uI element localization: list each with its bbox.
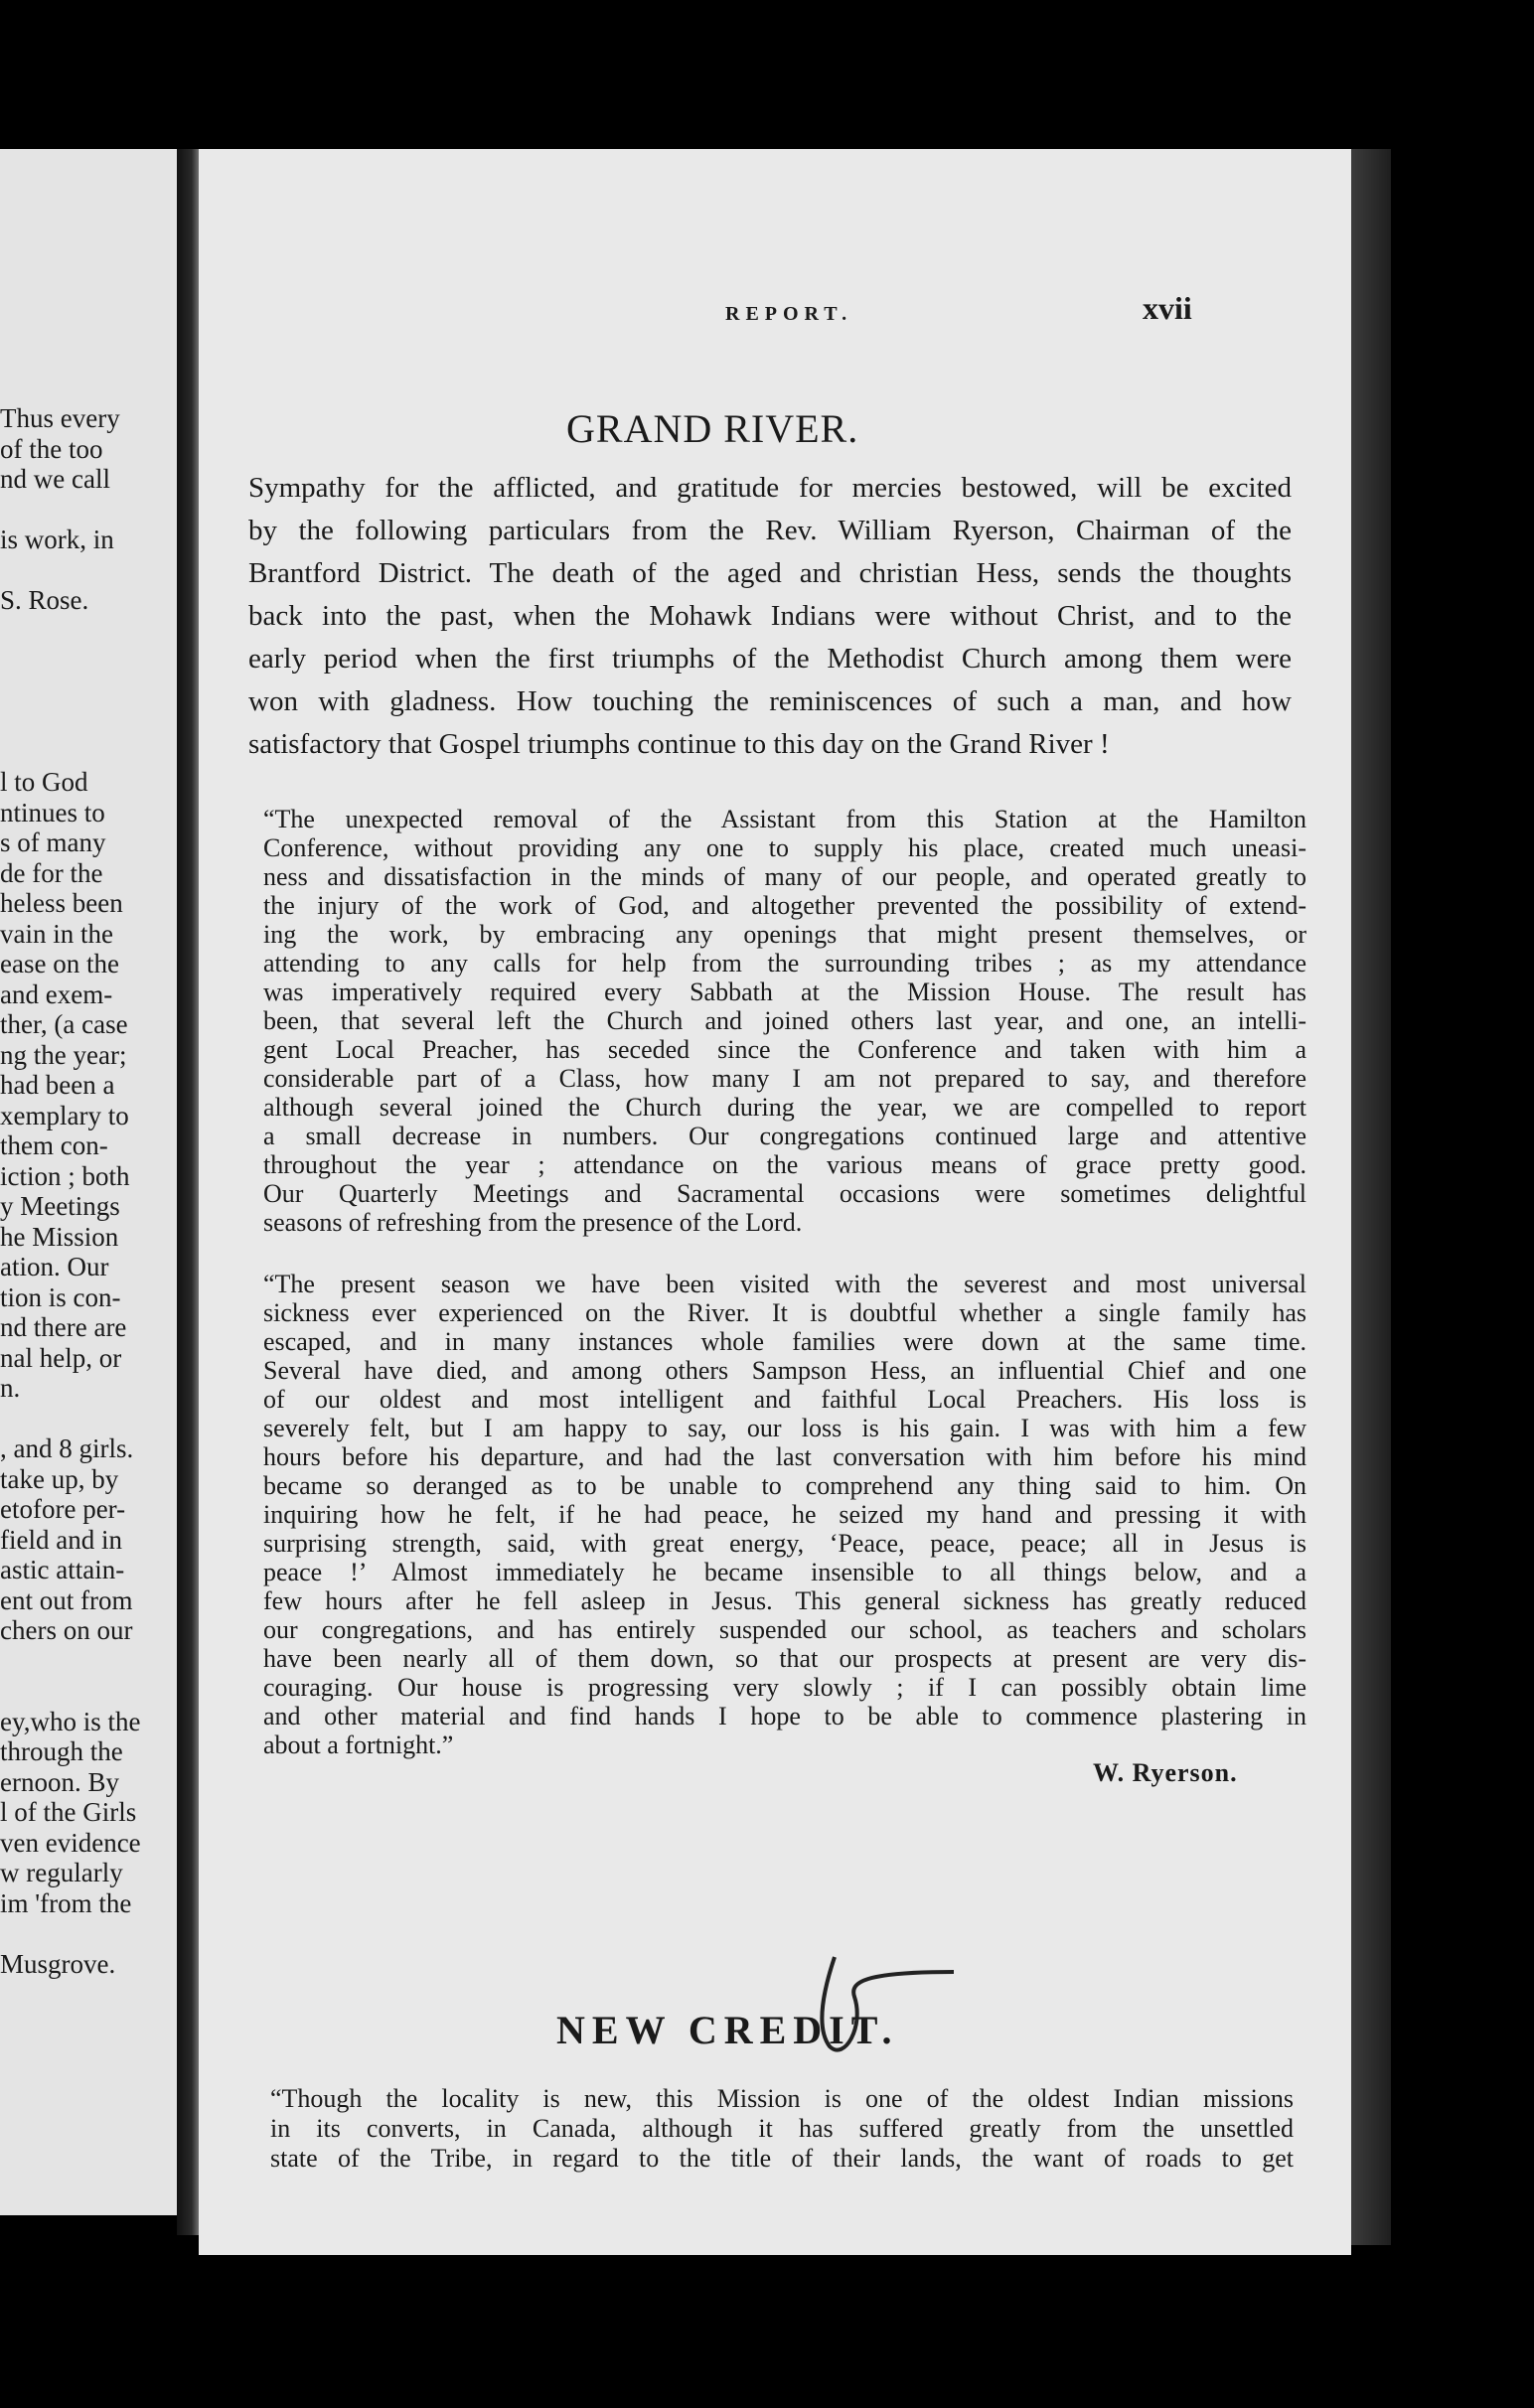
book-page xyxy=(199,149,1351,2255)
text-line: few hours after he fell asleep in Jesus. This general sickness has greatly reduced xyxy=(263,1586,1306,1615)
text-line: early period when the first triumphs of the Methodist Church among them were xyxy=(248,643,1292,675)
left-page-line: he Mission xyxy=(0,1221,119,1252)
left-page-line: nd we call xyxy=(0,464,110,494)
quote-paragraph-1 xyxy=(263,805,1306,1237)
text-line: “Though the locality is new, this Mission is one of the oldest Indian missions xyxy=(270,2084,1294,2113)
left-page-line: ther, (a case xyxy=(0,1009,128,1039)
text-line: ing the work, by embracing any openings that might present themselves, or xyxy=(263,920,1306,949)
text-line: escaped, and in many instances whole families were down at the same time. xyxy=(263,1327,1306,1356)
left-page-line: nal help, or xyxy=(0,1342,122,1373)
left-page-line: im 'from the xyxy=(0,1887,132,1918)
left-page-line: ey,who is the xyxy=(0,1706,141,1736)
left-page-line: , and 8 girls. xyxy=(0,1433,134,1463)
left-page-line: etofore per- xyxy=(0,1494,126,1524)
text-line: the injury of the work of God, and altogether prevented the possibility of extend- xyxy=(263,891,1306,920)
text-line: throughout the year ; attendance on the various means of grace pretty good. xyxy=(263,1150,1306,1179)
signature: W. Ryerson. xyxy=(1093,1758,1238,1787)
left-page-line: y Meetings xyxy=(0,1191,120,1221)
previous-page-fragment xyxy=(0,149,179,2215)
section-title-grand-river: GRAND RIVER. xyxy=(566,406,859,451)
text-line: Sympathy for the afflicted, and gratitude for mercies bestowed, will be excited xyxy=(248,472,1292,504)
left-page-line: vain in the xyxy=(0,918,113,949)
left-page-line: ng the year; xyxy=(0,1039,127,1070)
text-line: have been nearly all of them down, so that our prospects at present are very dis- xyxy=(263,1644,1306,1673)
text-line: and other material and find hands I hope to be able to commence plastering in xyxy=(263,1702,1306,1731)
left-page-line: ease on the xyxy=(0,949,119,978)
text-line: considerable part of a Class, how many I am not prepared to say, and therefore xyxy=(263,1064,1306,1093)
text-line: Our Quarterly Meetings and Sacramental occasions were sometimes delightful xyxy=(263,1179,1306,1208)
text-line: been, that several left the Church and joined others last year, and one, an intelli- xyxy=(263,1006,1306,1035)
left-page-line: of the too xyxy=(0,433,103,464)
text-line: became so deranged as to be unable to comprehend any thing said to him. On xyxy=(263,1471,1306,1500)
left-page-line: field and in xyxy=(0,1524,122,1555)
left-page-line: S. Rose. xyxy=(0,585,89,615)
text-line: although several joined the Church during the year, we are compelled to report xyxy=(263,1093,1306,1122)
running-head: REPORT. xyxy=(725,303,853,325)
text-line: Several have died, and among others Sampson Hess, an influential Chief and one xyxy=(263,1356,1306,1385)
text-line: couraging. Our house is progressing very slowly ; if I can possibly obtain lime xyxy=(263,1673,1306,1702)
left-page-line: heless been xyxy=(0,888,123,918)
text-line: peace !’ Almost immediately he became insensible to all things below, and a xyxy=(263,1558,1306,1586)
left-page-line: Thus every xyxy=(0,403,120,433)
text-line: our congregations, and has entirely suspended our school, as teachers and scholars xyxy=(263,1615,1306,1644)
left-page-line: through the xyxy=(0,1736,123,1766)
text-line: of our oldest and most intelligent and faithful Local Preachers. His loss is xyxy=(263,1385,1306,1414)
text-line: “The present season we have been visited with the severest and most universal xyxy=(263,1270,1306,1298)
text-line: seasons of refreshing from the presence of the Lord. xyxy=(263,1208,803,1237)
left-page-line: n. xyxy=(0,1373,21,1403)
text-line: Brantford District. The death of the aged and christian Hess, sends the thoughts xyxy=(248,557,1292,589)
left-page-line: l to God xyxy=(0,767,88,797)
quote-paragraph-2 xyxy=(263,1270,1306,1759)
left-page-line: nd there are xyxy=(0,1312,127,1342)
section-title-new-credit: NEW CREDIT. xyxy=(556,2008,899,2052)
left-page-line: and exem- xyxy=(0,978,113,1009)
left-page-line: take up, by xyxy=(0,1463,119,1494)
left-page-line: ernoon. By xyxy=(0,1766,119,1797)
left-page-line: had been a xyxy=(0,1070,115,1100)
text-line: about a fortnight.” xyxy=(263,1731,454,1759)
left-page-line: w regularly xyxy=(0,1858,123,1887)
text-line: was imperatively required every Sabbath at the Mission House. The result has xyxy=(263,978,1306,1006)
new-credit-paragraph xyxy=(270,2084,1294,2174)
text-line: sickness ever experienced on the River. It is doubtful whether a single family has xyxy=(263,1298,1306,1327)
left-page-line: is work, in xyxy=(0,525,114,554)
left-page-line: s of many xyxy=(0,828,106,857)
text-line: satisfactory that Gospel triumphs continue to this day on the Grand River ! xyxy=(248,728,1110,760)
text-line: hours before his departure, and had the last conversation with him before his mind xyxy=(263,1442,1306,1471)
text-line: gent Local Preacher, has seceded since the Conference and taken with him a xyxy=(263,1035,1306,1064)
left-page-line: ent out from xyxy=(0,1584,133,1615)
left-page-line: chers on our xyxy=(0,1615,133,1645)
text-line: back into the past, when the Mohawk Indians were without Christ, and to the xyxy=(248,600,1292,632)
text-line: “The unexpected removal of the Assistant from this Station at the Hamilton xyxy=(263,805,1306,833)
text-line: state of the Tribe, in regard to the title of their lands, the want of roads to get xyxy=(270,2144,1294,2173)
left-page-line: iction ; both xyxy=(0,1160,130,1191)
intro-paragraph xyxy=(248,467,1292,766)
left-page-line: astic attain- xyxy=(0,1555,125,1584)
text-line: a small decrease in numbers. Our congregations continued large and attentive xyxy=(263,1122,1306,1150)
text-line: won with gladness. How touching the reminiscences of such a man, and how xyxy=(248,685,1292,717)
left-page-line: ven evidence xyxy=(0,1827,141,1858)
left-page-line: tion is con- xyxy=(0,1281,121,1312)
text-line: in its converts, in Canada, although it has suffered greatly from the unsettled xyxy=(270,2114,1294,2143)
text-line: severely felt, but I am happy to say, our loss is his gain. I was with him a few xyxy=(263,1414,1306,1442)
left-page-line: l of the Girls xyxy=(0,1797,137,1827)
text-line: Conference, without providing any one to supply his place, created much uneasi- xyxy=(263,833,1306,862)
left-page-line: de for the xyxy=(0,857,103,888)
left-page-line: ntinues to xyxy=(0,797,105,828)
text-line: attending to any calls for help from the surrounding tribes ; as my attendance xyxy=(263,949,1306,978)
left-page-line: Musgrove. xyxy=(0,1948,116,1979)
left-page-line: xemplary to xyxy=(0,1100,129,1130)
left-page-line: them con- xyxy=(0,1130,108,1160)
text-line: inquiring how he felt, if he had peace, he seized my hand and pressing it with xyxy=(263,1500,1306,1529)
text-line: surprising strength, said, with great energy, ‘Peace, peace, peace; all in Jesus is xyxy=(263,1529,1306,1558)
left-page-line: ation. Our xyxy=(0,1252,109,1281)
page-edge xyxy=(1351,149,1391,2245)
text-line: by the following particulars from the Rev. William Ryerson, Chairman of the xyxy=(248,515,1292,546)
text-line: ness and dissatisfaction in the minds of many of our people, and operated greatly to xyxy=(263,862,1306,891)
page-number: xvii xyxy=(1143,290,1192,326)
